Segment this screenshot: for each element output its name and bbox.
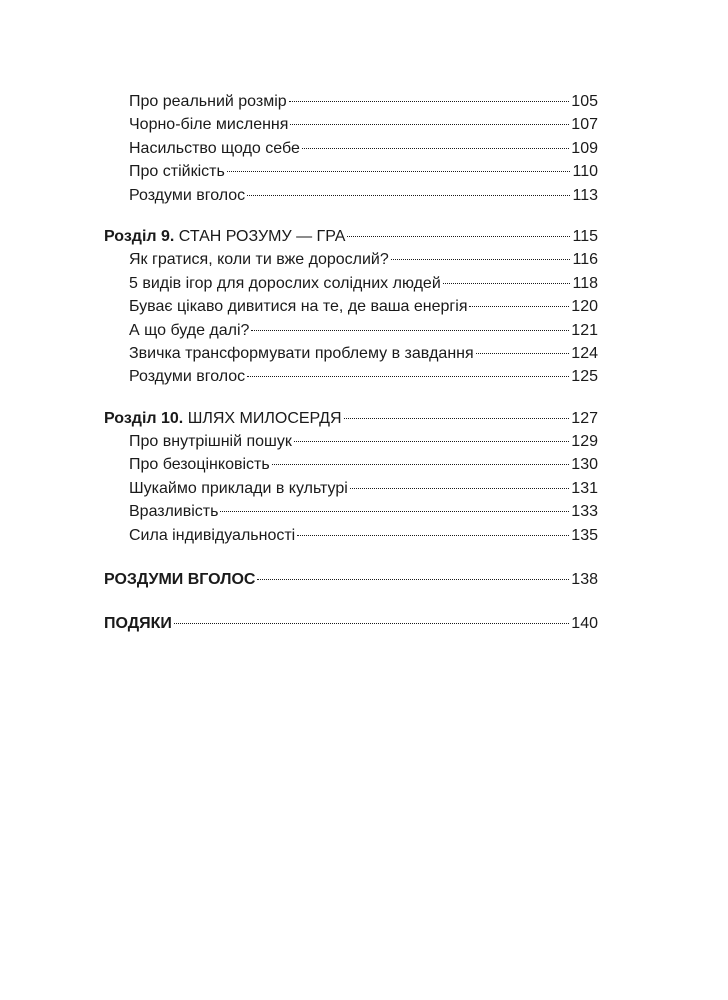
toc-entry-page: 121 — [571, 321, 598, 339]
toc-entry-title: Сила індивідуальності — [129, 526, 296, 544]
toc-chapter-page: 115 — [572, 227, 598, 245]
toc-entry-page: 124 — [571, 344, 598, 362]
toc-entry-page: 131 — [571, 479, 598, 497]
toc-entry[interactable] — [104, 137, 598, 160]
toc-entry-title: Шукаймо приклади в культурі — [129, 479, 348, 497]
toc-entry-page: 120 — [571, 298, 598, 316]
dot-leader — [391, 259, 571, 260]
dot-leader — [251, 330, 569, 331]
toc-entry-title: Буває цікаво дивитися на те, де ваша енергія — [129, 298, 468, 316]
dot-leader — [289, 101, 570, 102]
toc-entry-title: Про безоцінковість — [129, 456, 270, 474]
chapter-label: Розділ 10. — [104, 409, 184, 427]
toc-entry-title: Насильство щодо себе — [129, 139, 300, 157]
toc-entry[interactable] — [104, 430, 598, 453]
chapter-name: ШЛЯХ МИЛОСЕРДЯ — [187, 409, 342, 427]
toc-entry-page: 133 — [571, 503, 598, 521]
toc-entry-page: 107 — [571, 116, 598, 134]
toc-entry-page: 125 — [571, 368, 598, 386]
dot-leader — [257, 579, 569, 580]
chapter-label: Розділ 9. — [104, 227, 175, 245]
dot-leader — [290, 124, 569, 125]
toc-entry[interactable] — [104, 342, 598, 365]
dot-leader — [272, 464, 570, 465]
toc-thanks[interactable] — [104, 612, 598, 635]
toc-section-title: ПОДЯКИ — [104, 615, 172, 633]
dot-leader — [247, 195, 570, 196]
dot-leader — [302, 148, 569, 149]
dot-leader — [350, 488, 569, 489]
toc-chapter-page: 127 — [571, 409, 598, 427]
dot-leader — [344, 418, 570, 419]
toc-entry-title: Роздуми вголос — [129, 186, 246, 204]
toc-entry[interactable] — [104, 113, 598, 136]
toc-entry-title: Роздуми вголос — [129, 368, 246, 386]
section-spacer — [104, 591, 598, 612]
toc-section-page: 138 — [571, 571, 598, 589]
dot-leader — [220, 511, 569, 512]
toc-chapter-title — [104, 225, 345, 248]
section-spacer — [104, 207, 598, 225]
toc-entry-title: Вразливість — [129, 503, 219, 521]
toc-prev-chapter-items — [104, 90, 598, 207]
toc-chapter-heading[interactable] — [104, 407, 598, 430]
toc-entry-page: 110 — [572, 163, 598, 181]
dot-leader — [476, 353, 570, 354]
dot-leader — [347, 236, 570, 237]
toc-entry-title: Про реальний розмір — [129, 93, 287, 110]
toc-entry-title: 5 видів ігор для дорослих солідних людей — [129, 274, 441, 292]
dot-leader — [297, 535, 569, 536]
toc-entry[interactable] — [104, 90, 598, 113]
section-spacer — [104, 547, 598, 568]
toc-entry-page: 113 — [572, 186, 598, 204]
toc-entry[interactable] — [104, 184, 598, 207]
dot-leader — [174, 623, 569, 624]
toc-entry[interactable] — [104, 319, 598, 342]
toc-entry[interactable] — [104, 453, 598, 476]
toc-entry[interactable] — [104, 477, 598, 500]
section-spacer — [104, 389, 598, 407]
dot-leader — [294, 441, 569, 442]
toc-entry[interactable] — [104, 524, 598, 547]
toc-entry[interactable] — [104, 295, 598, 318]
toc-chapter-10 — [104, 407, 598, 547]
toc-entry[interactable] — [104, 365, 598, 388]
toc-entry-page: 130 — [571, 456, 598, 474]
toc-section-title: РОЗДУМИ ВГОЛОС — [104, 571, 256, 589]
table-of-contents — [104, 90, 598, 636]
toc-entry-page: 105 — [571, 93, 598, 110]
dot-leader — [227, 171, 571, 172]
toc-entry-title: Звичка трансформувати проблему в завдання — [129, 344, 474, 362]
toc-entry-page: 135 — [571, 526, 598, 544]
toc-chapter-heading[interactable] — [104, 225, 598, 248]
toc-entry-page: 116 — [572, 251, 598, 269]
dot-leader — [443, 283, 571, 284]
toc-entry[interactable] — [104, 160, 598, 183]
toc-entry[interactable] — [104, 272, 598, 295]
dot-leader — [247, 376, 569, 377]
chapter-name: СТАН РОЗУМУ — ГРА — [178, 227, 346, 245]
toc-entry[interactable] — [104, 500, 598, 523]
toc-entry-page: 109 — [571, 139, 598, 157]
toc-entry[interactable] — [104, 248, 598, 271]
toc-reflections[interactable] — [104, 568, 598, 591]
toc-entry-page: 118 — [572, 274, 598, 292]
toc-entry-title: Про внутрішній пошук — [129, 433, 292, 451]
toc-entry-title: Як гратися, коли ти вже дорослий? — [129, 251, 389, 269]
dot-leader — [469, 306, 569, 307]
toc-entry-title: Про стійкість — [129, 163, 225, 181]
toc-entry-title: Чорно-біле мислення — [129, 116, 289, 134]
toc-chapter-title — [104, 407, 342, 430]
toc-entry-title: А що буде далі? — [129, 321, 250, 339]
toc-entry-page: 129 — [571, 433, 598, 451]
toc-chapter-9 — [104, 225, 598, 389]
toc-section-page: 140 — [571, 615, 598, 633]
